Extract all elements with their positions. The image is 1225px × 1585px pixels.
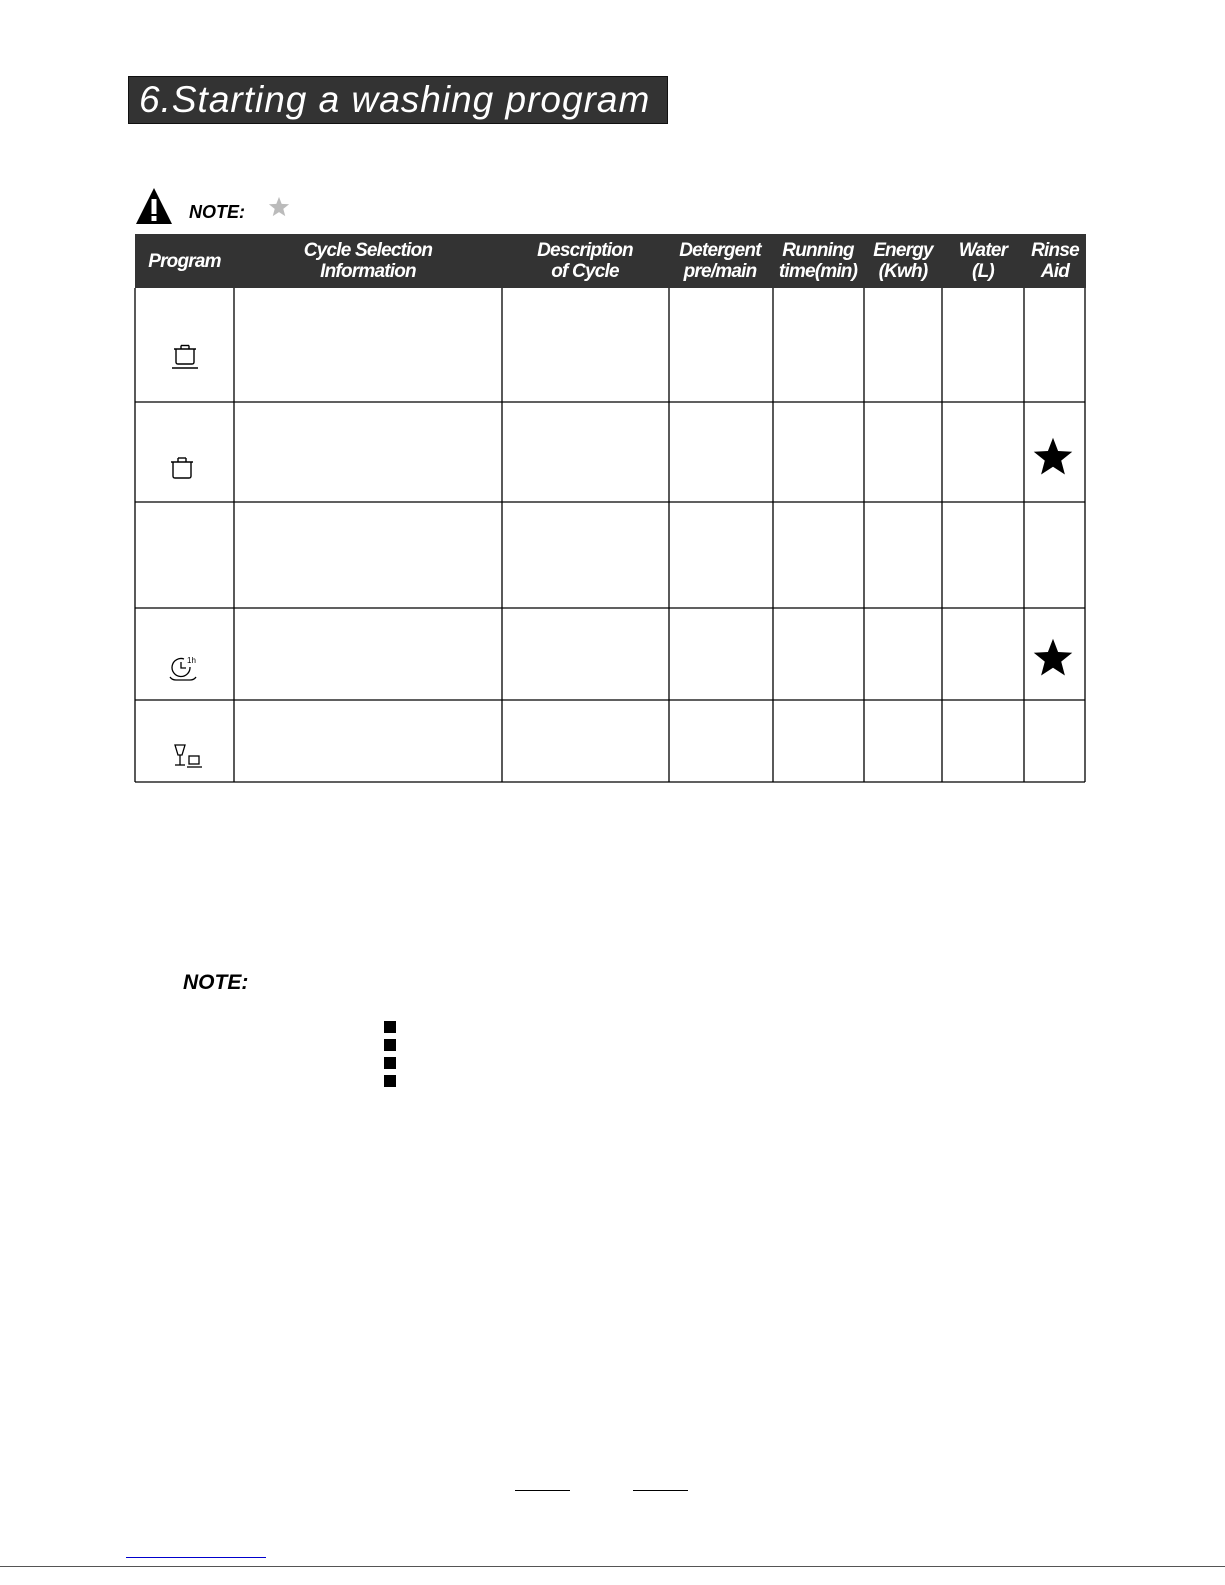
intensive-pot-icon [170,343,200,371]
rinse-aid-star-icon [1032,436,1074,478]
page-title: 6.Starting a washing program [139,79,651,120]
bullet-square [384,1075,396,1087]
1-hour-clock-icon [166,653,200,683]
underline-blank [633,1490,688,1491]
normal-pot-icon [168,455,196,481]
bullet-square [384,1057,396,1069]
header-running-time: Running time(min) [778,240,858,282]
underline-blank [515,1490,570,1491]
warning-icon [135,187,173,225]
header-description: Description of Cycle [537,240,633,282]
header-program: Program [148,250,221,272]
header-detergent: Detergent pre/main [679,240,761,282]
bullet-square [384,1039,396,1051]
rinse-aid-star-icon [1032,637,1074,679]
note-label: NOTE: [189,202,245,222]
header-energy: Energy (Kwh) [873,240,933,282]
page-bottom-rule [0,1566,1225,1567]
table-header [135,234,1086,288]
svg-text:1h: 1h [187,656,196,665]
header-cycle-selection: Cycle Selection Information [303,240,433,282]
note-bottom-label: NOTE: [183,971,249,994]
header-rinse-aid: Rinse Aid [1031,240,1079,282]
section-title-bar [128,76,668,124]
header-water: Water (L) [958,240,1008,282]
footer-link-underline[interactable] [126,1557,266,1558]
glass-cup-icon [172,743,204,771]
bullet-square [384,1021,396,1033]
star-icon [268,196,290,218]
